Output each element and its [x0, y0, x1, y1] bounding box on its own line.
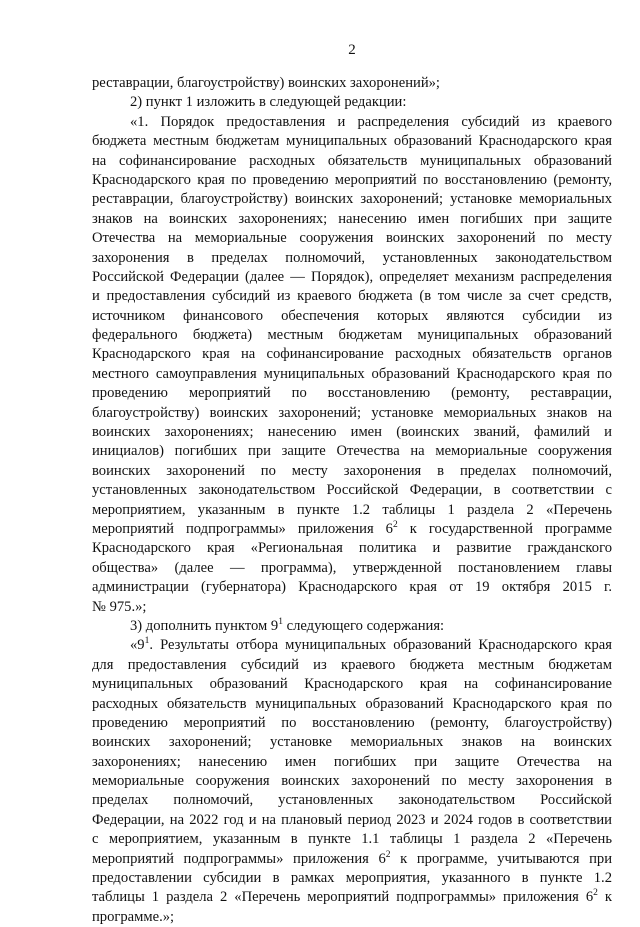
text-line: захоронениях; нанесению имен погибших при защите Отечества на [92, 753, 612, 770]
text-line: установленных законодательством Российской Федерации, в соответствии с [92, 482, 612, 499]
text-line: проведению мероприятий по восстановлению (ремонту, реставрации, [92, 385, 612, 402]
document-page [92, 40, 612, 927]
text-line: на софинансирование расходных обязательств муниципальных образований [92, 152, 612, 169]
text-line: предоставлении субсидии в рамках мероприятия, указанного в пункте 1.2 [92, 870, 612, 887]
text-line: Отечества на мемориальные сооружения воинских захоронений по месту [92, 230, 612, 247]
text-line: Краснодарского края «Региональная политика и развитие гражданского [92, 540, 612, 557]
text-line: мероприятий подпрограммы» приложения $6^2$ к государственной программе [92, 519, 612, 537]
text-line: проведению мероприятий по восстановлению (ремонту, благоустройству) [92, 714, 612, 731]
text-line: муниципальных образований Краснодарского края на софинансирование [92, 676, 612, 693]
document-body [92, 74, 612, 927]
text-line: бюджета местным бюджетам муниципальных образований Краснодарского края [92, 133, 612, 150]
text-line: таблицы 1 раздела 2 «Перечень мероприятий подпрограммы» приложения $6^2$ к [92, 888, 612, 906]
page-number: 2 [348, 42, 356, 58]
text-line: общества» (далее — программа), утвержденной постановлением главы [92, 559, 612, 576]
text-line: Федерации, на 2022 год и на плановый период 2023 и 2024 годов в соответствии [92, 811, 612, 828]
text-line: федерального бюджета) местным бюджетам муниципальных образований [92, 327, 612, 344]
text-line: воинских захоронениях; нанесению имен (воинских званий, фамилий и [92, 424, 612, 441]
text-line: знаков на воинских захоронениях; нанесению имен погибших при защите [92, 210, 612, 227]
text-line: «1. Порядок предоставления и распределения субсидий из краевого [130, 113, 612, 130]
text-line: реставрации, благоустройству) воинских захоронений»; [92, 75, 440, 91]
text-line: администрации (губернатора) Краснодарского края от 19 октября 2015 г. [92, 579, 612, 596]
text-line: мероприятий подпрограммы» приложения $6^2$ к программе, учитываются при [92, 849, 612, 867]
text-line: № 975.»; [92, 598, 147, 615]
text-line: воинских захоронений по месту захоронения в пределах полномочий, [92, 462, 612, 479]
text-line: 2) пункт 1 изложить в следующей редакции: [130, 94, 407, 111]
text-line: «$9^1$. Результаты отбора муниципальных образований Краснодарского края [130, 636, 612, 654]
text-line: захоронения в пределах полномочий, установленных законодательством [92, 249, 612, 266]
text-line: Российской Федерации (далее — Порядок), определяет механизм распределения [92, 268, 612, 285]
text-line: реставрации, благоустройству) воинских захоронений; установке мемориальных [92, 191, 612, 208]
text-line: источником финансового обеспечения которых являются субсидии из [92, 307, 612, 324]
text-line: воинских захоронений; установке мемориальных знаков на воинских [92, 734, 612, 751]
text-line: с мероприятием, указанным в пункте 1.1 таблицы 1 раздела 2 «Перечень [92, 831, 612, 848]
text-line: 3) дополнить пунктом $9^1$ следующего содержания: [130, 616, 445, 634]
text-line: благоустройству) воинских захоронений; установке мемориальных знаков на [92, 404, 612, 421]
text-line: мероприятием, указанным в пункте 1.2 таблицы 1 раздела 2 «Перечень [92, 501, 612, 518]
text-line: для предоставления субсидий из краевого бюджета местным бюджетам [92, 656, 612, 673]
text-line: программе.»; [92, 908, 175, 925]
text-line: пределах полномочий, установленных законодательством Российской [92, 792, 612, 809]
text-line: мемориальные сооружения воинских захоронений по месту захоронения в [92, 773, 612, 790]
text-line: Краснодарского края по проведению мероприятий по восстановлению (ремонту, [92, 171, 612, 188]
text-line: инициалов) погибших при защите Отечества на мемориальные сооружения [92, 443, 612, 460]
text-line: расходных обязательств муниципальных образований Краснодарского края по [92, 695, 612, 712]
text-line: местного самоуправления муниципальных образований Краснодарского края по [92, 365, 612, 382]
text-line: и предоставления субсидий из краевого бюджета (в том числе за счет средств, [92, 288, 612, 305]
text-line: Краснодарского края на софинансирование расходных обязательств органов [92, 346, 612, 363]
